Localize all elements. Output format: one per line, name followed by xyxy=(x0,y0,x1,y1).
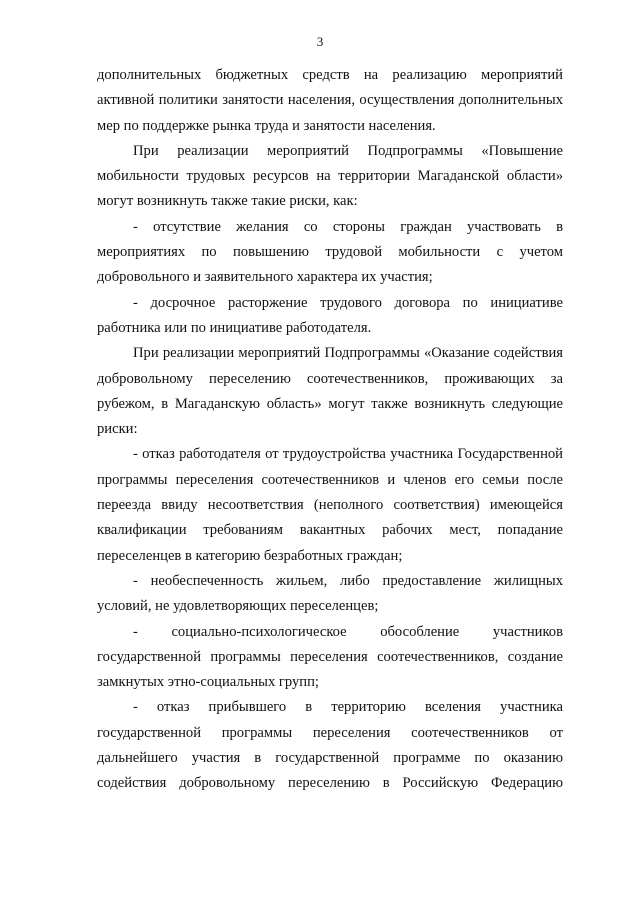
paragraph-mobility-risks-intro: При реализации мероприятий Подпрограммы «Повышение мобильности трудовых ресурсов на территории Магаданской области» могут возникнуть также такие риски, как: xyxy=(97,142,563,210)
list-item-risk-contract-termination: - досрочное расторжение трудового договора по инициативе работника или по инициативе работодателя. xyxy=(97,294,563,336)
list-item-risk-no-desire: - отсутствие желания со стороны граждан участвовать в мероприятиях по повышению трудовой мобильности с учетом добровольного и заявительного характера их участия; xyxy=(97,218,563,286)
list-item-risk-participant-refusal: - отказ прибывшего в территорию вселения участника государственной программы переселения соотечественников от дальнейшего участия в государственной программе по оказанию содействия добровольному переселению в Российскую Федерацию xyxy=(97,699,563,792)
list-item-risk-employer-refusal: - отказ работодателя от трудоустройства участника Государственной программы переселения соотечественников и членов его семьи после переезда ввиду несоответствия (неполного соответствия) имеющейся квалификации требованиям вакантных рабочих мест, попадание переселенцев в категорию безработных граждан; xyxy=(97,446,563,564)
paragraph-resettlement-risks-intro: При реализации мероприятий Подпрограммы «Оказание содействия добровольному переселению соотечественников, проживающих за рубежом, в Магаданскую область» могут также возникнуть следующие риски: xyxy=(97,345,563,438)
list-item-risk-housing: - необеспеченность жильем, либо предоставление жилищных условий, не удовлетворяющих переселенцев; xyxy=(97,572,563,615)
list-item-risk-social-isolation: - социально-психологическое обособление участников государственной программы переселения соотечественников, создание замкнутых этно-социальных групп; xyxy=(97,623,563,691)
document-body xyxy=(97,63,563,797)
paragraph-funding-continuation: дополнительных бюджетных средств на реализацию мероприятий активной политики занятости населения, осуществления дополнительных мер по поддержке рынка труда и занятости населения. xyxy=(97,67,563,134)
page-number: 3 xyxy=(316,34,324,49)
